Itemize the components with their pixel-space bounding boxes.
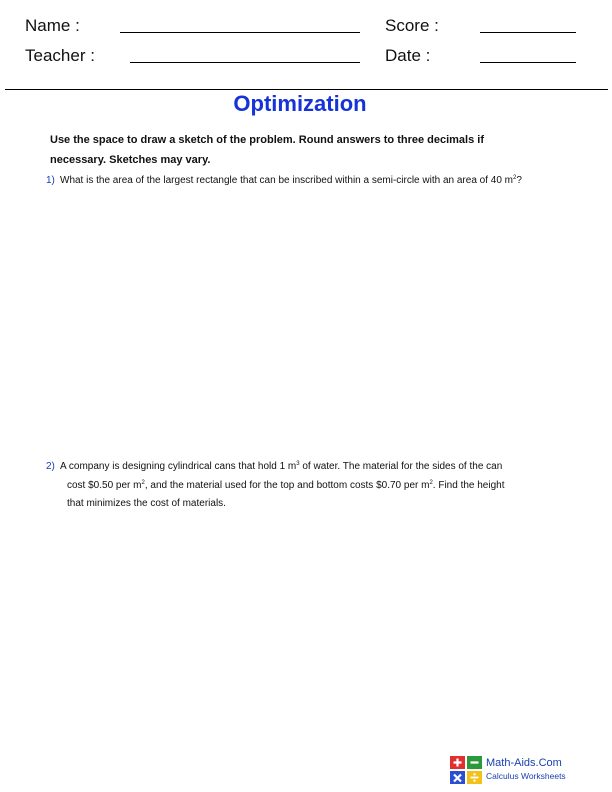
teacher-line[interactable] — [130, 62, 360, 63]
problem-2-number: 2) — [46, 461, 55, 472]
problem-1-exponent: 2 — [513, 175, 517, 181]
problem-2-exponent-1: 3 — [296, 461, 300, 467]
problem-2-line-2 — [67, 477, 505, 496]
brand-subtitle: Calculus Worksheets — [486, 771, 566, 781]
instructions-line-2: necessary. Sketches may vary. — [50, 154, 211, 166]
problem-2-line-2-c: . Find the height — [432, 480, 505, 491]
name-line[interactable] — [120, 32, 360, 33]
problem-1 — [0, 172, 612, 192]
problem-2-line-1 — [60, 458, 502, 477]
problem-2-line-2-a: cost $0.50 per m — [67, 480, 142, 491]
problem-2-line-1-b: of water. The material for the sides of the can — [299, 461, 503, 472]
worksheet-title: Optimization — [233, 91, 367, 116]
problem-2-line-2-b: , and the material used for the top and bottom costs $0.70 per m — [144, 480, 430, 491]
date-label: Date : — [385, 46, 431, 65]
date-line[interactable] — [480, 62, 576, 63]
teacher-label: Teacher : — [25, 46, 95, 65]
problem-1-text-main: What is the area of the largest rectangle that can be inscribed within a semi-circle with an area of 40 m — [60, 175, 514, 186]
problem-2-line-3: that minimizes the cost of materials. — [67, 498, 226, 509]
problem-2-exponent-3: 2 — [429, 480, 433, 486]
score-line[interactable] — [480, 32, 576, 33]
problem-1-number: 1) — [46, 175, 55, 186]
problem-1-text-end: ? — [516, 175, 522, 186]
brand-name: Math-Aids.Com — [486, 757, 562, 769]
problem-1-text — [60, 172, 522, 191]
instructions — [50, 130, 570, 170]
instructions-line-1: Use the space to draw a sketch of the problem. Round answers to three decimals if — [50, 134, 485, 146]
math-aids-logo-icon — [450, 756, 482, 784]
score-label: Score : — [385, 16, 439, 35]
problem-2-line-1-a: A company is designing cylindrical cans that hold 1 m — [60, 461, 297, 472]
problem-2 — [0, 458, 612, 518]
name-label: Name : — [25, 16, 80, 35]
problem-2-exponent-2: 2 — [141, 480, 145, 486]
